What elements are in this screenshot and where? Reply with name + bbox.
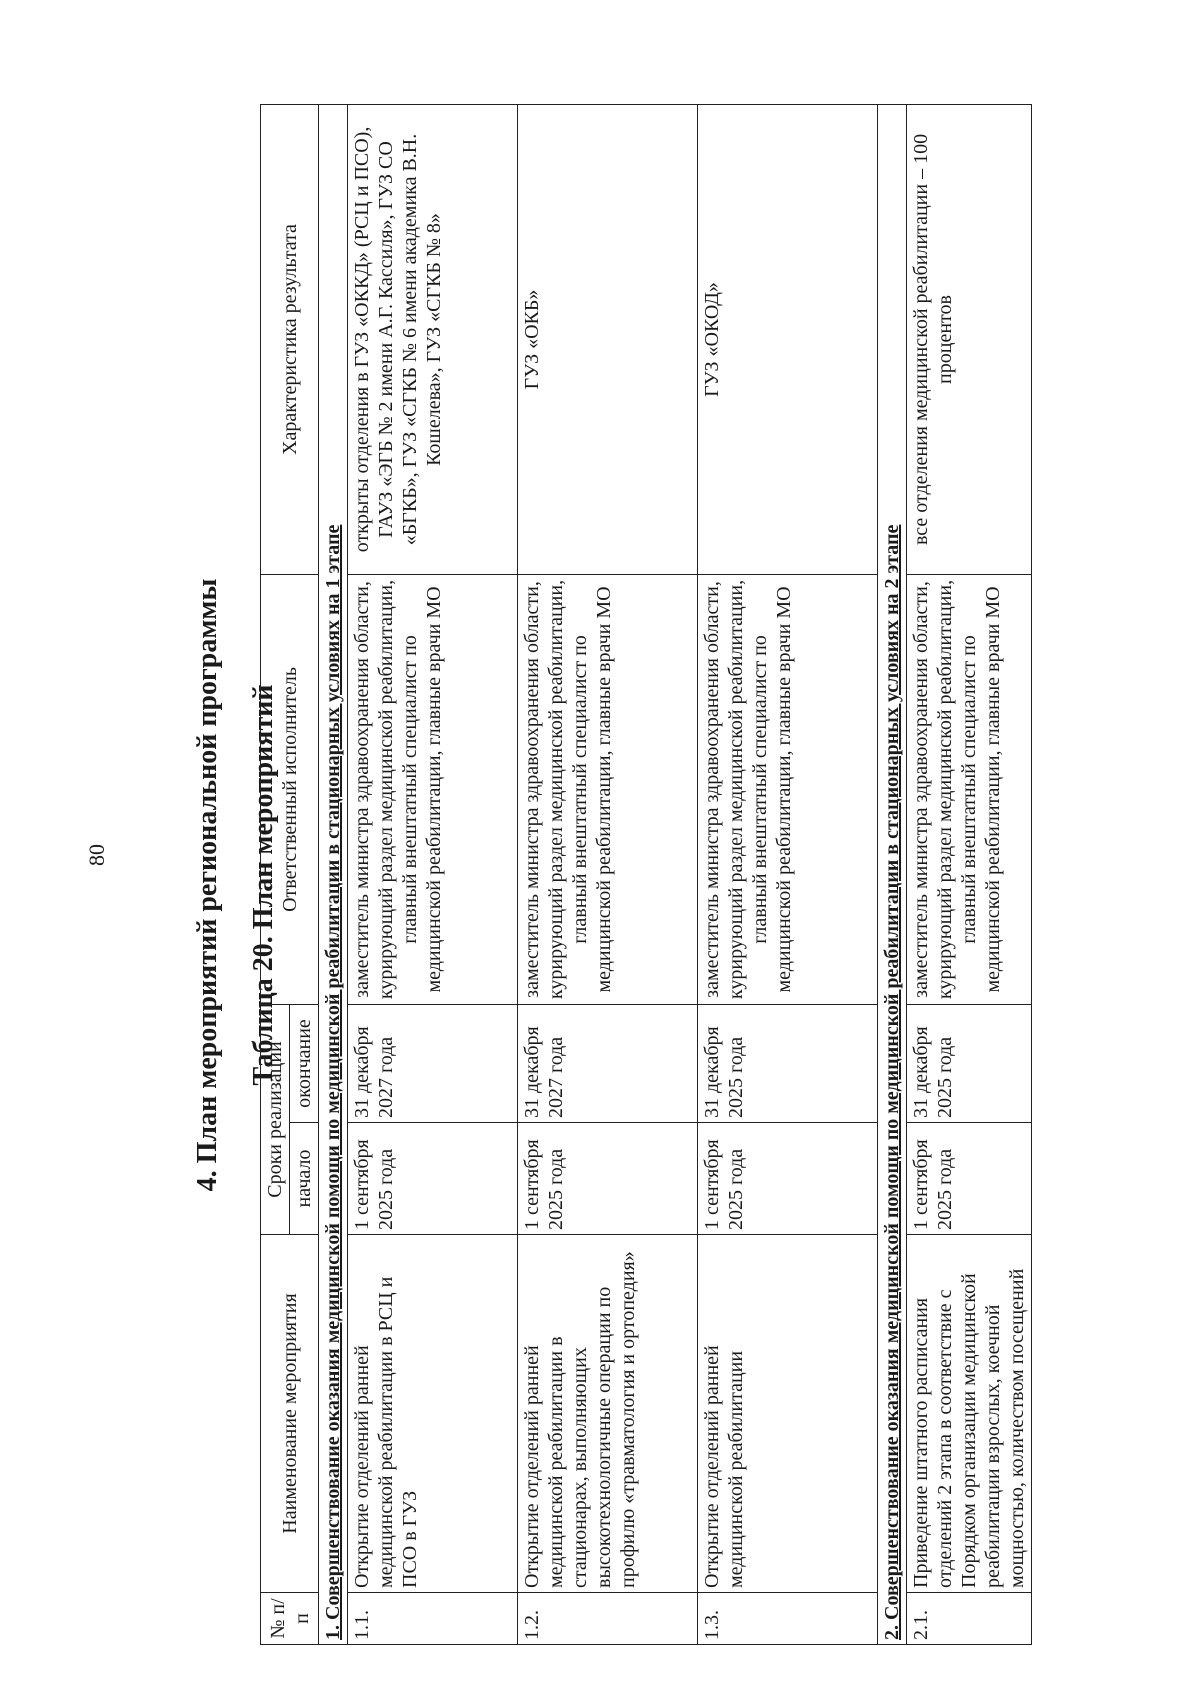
cell-end: 31 декабря 2027 года [518, 1004, 698, 1122]
section-row [878, 104, 907, 1644]
section-title: 1. Совершенствование оказания медицинской помощи по медицинской реабилитации в стационарных условиях на 1 этапе [319, 104, 348, 1644]
table-header-row [261, 104, 290, 1644]
cell-start: 1 сентября 2025 года [907, 1123, 1032, 1235]
col-header-num: № п/п [261, 1593, 319, 1645]
cell-name: Открытие отделений ранней медицинской реабилитации в РСЦ и ПСО в ГУЗ [348, 1235, 518, 1593]
col-header-end: окончание [290, 1004, 319, 1122]
cell-end: 31 декабря 2025 года [907, 1004, 1032, 1122]
table-row [907, 104, 1032, 1644]
cell-result: открыты отделения в ГУЗ «ОККД» (РСЦ и ПСО), ГАУЗ «ЭГБ № 2 имени А.Г. Кассиля», ГУЗ СО «БГКБ», ГУЗ «СГКБ № 6 имени академика В.Н. Кошелева», ГУЗ «СГКБ № 8» [348, 104, 518, 574]
cell-name: Открытие отделений ранней медицинской реабилитации [698, 1235, 878, 1593]
cell-num: 1.2. [518, 1593, 698, 1645]
cell-num: 1.1. [348, 1593, 518, 1645]
cell-start: 1 сентября 2025 года [348, 1123, 518, 1235]
table-row [698, 104, 878, 1644]
col-header-result: Характеристика результата [261, 104, 319, 574]
cell-result: ГУЗ «ОКОД» [698, 104, 878, 574]
cell-end: 31 декабря 2025 года [698, 1004, 878, 1122]
cell-start: 1 сентября 2025 года [518, 1123, 698, 1235]
col-header-name: Наименование мероприятия [261, 1235, 319, 1593]
table-title: Таблица 20. План мероприятий [248, 684, 279, 1086]
col-header-responsible: Ответственный исполнитель [261, 574, 319, 1004]
cell-name: Приведение штатного расписания отделений 2 этапа в соответствие с Порядком организации медицинской реабилитации взрослых, коечной мощностью, количеством посещений [907, 1235, 1032, 1593]
section-row [319, 104, 348, 1644]
section-heading: 4. План мероприятий региональной программы [192, 578, 223, 1192]
cell-result: ГУЗ «ОКБ» [518, 104, 698, 574]
page-number: 80 [84, 844, 109, 866]
cell-responsible: заместитель министра здравоохранения области, курирующий раздел медицинской реабилитации, главный внештатный специалист по медицинской реабилитации, главные врачи МО [698, 574, 878, 1004]
cell-num: 1.3. [698, 1593, 878, 1645]
col-header-period: Сроки реализации [261, 1004, 290, 1234]
cell-responsible: заместитель министра здравоохранения области, курирующий раздел медицинской реабилитации, главный внештатный специалист по медицинской реабилитации, главные врачи МО [907, 574, 1032, 1004]
rotated-page-content [180, 105, 1080, 1665]
section-title: 2. Совершенствование оказания медицинской помощи по медицинской реабилитации в стационарных условиях на 2 этапе [878, 104, 907, 1644]
cell-num: 2.1. [907, 1593, 1032, 1645]
table-row [348, 104, 518, 1644]
cell-start: 1 сентября 2025 года [698, 1123, 878, 1235]
cell-responsible: заместитель министра здравоохранения области, курирующий раздел медицинской реабилитации, главный внештатный специалист по медицинской реабилитации, главные врачи МО [348, 574, 518, 1004]
table-row [518, 104, 698, 1644]
cell-name: Открытие отделений ранней медицинской реабилитации в стационарах, выполняющих высокотехнологичные операции по профилю «травматология и ортопедия» [518, 1235, 698, 1593]
plan-table [260, 104, 1032, 1645]
cell-end: 31 декабря 2027 года [348, 1004, 518, 1122]
cell-result: все отделения медицинской реабилитации – 100 процентов [907, 104, 1032, 574]
col-header-start: начало [290, 1123, 319, 1235]
cell-responsible: заместитель министра здравоохранения области, курирующий раздел медицинской реабилитации, главный внештатный специалист по медицинской реабилитации, главные врачи МО [518, 574, 698, 1004]
